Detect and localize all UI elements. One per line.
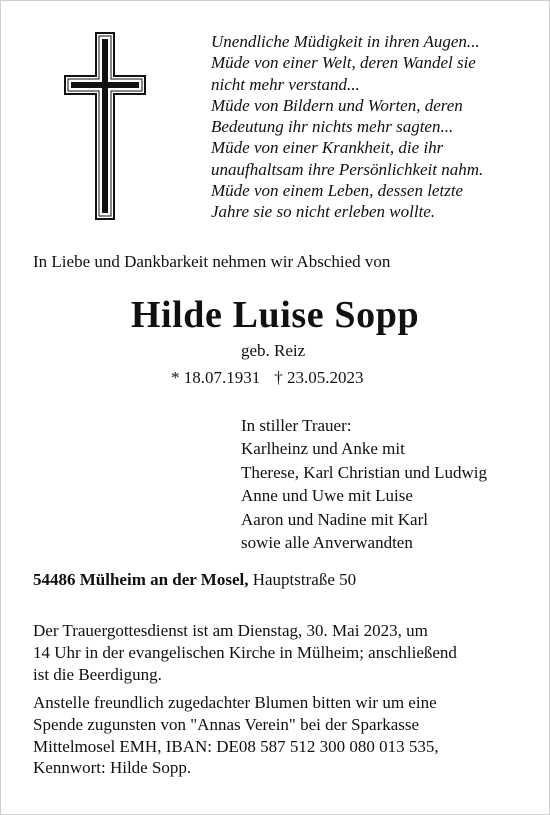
poem-line: Müde von einem Leben, dessen letzte: [211, 181, 464, 201]
life-dates: [171, 368, 364, 388]
donation-line: Spende zugunsten von "Annas Verein" bei der Sparkasse: [33, 714, 420, 734]
address-city: 54486 Mülheim an der Mosel,: [33, 570, 249, 589]
poem-line: Bedeutung ihr nichts mehr sagten...: [211, 117, 454, 137]
address-street: Hauptstraße 50: [252, 570, 357, 589]
mourner-line: In stiller Trauer:: [241, 416, 352, 435]
funeral-service-notice: [33, 620, 457, 685]
poem-line: Unendliche Müdigkeit in ihren Augen...: [211, 32, 480, 51]
mourner-line: Therese, Karl Christian und Ludwig: [241, 462, 487, 482]
poem-line: Müde von einer Krankheit, die ihr: [211, 138, 444, 158]
donation-line: Anstelle freundlich zugedachter Blumen bitten wir um eine: [33, 693, 437, 712]
donation-line: Mittelmosel EMH, IBAN: DE08 587 512 300 080 013 535,: [33, 736, 439, 756]
mourner-line: sowie alle Anverwandten: [241, 533, 413, 553]
birth-date: * 18.07.1931: [171, 368, 261, 387]
poem-line: Müde von einer Welt, deren Wandel sie: [211, 53, 476, 73]
mourner-line: Karlheinz und Anke mit: [241, 439, 405, 459]
mourner-line: Aaron und Nadine mit Karl: [241, 509, 428, 529]
death-date: † 23.05.2023: [274, 368, 364, 387]
mourner-line: Anne und Uwe mit Luise: [241, 486, 413, 506]
poem-line: Jahre sie so nicht erleben wollte.: [211, 202, 436, 222]
service-line: ist die Beerdigung.: [33, 664, 162, 684]
family-address: [33, 570, 356, 590]
service-line: Der Trauergottesdienst ist am Dienstag, 30. Mai 2023, um: [33, 621, 428, 640]
mourners-list: [241, 414, 487, 554]
poem-line: Müde von Bildern und Worten, deren: [211, 95, 463, 115]
donation-line: Kennwort: Hilde Sopp.: [33, 758, 192, 778]
donation-notice: [33, 692, 439, 779]
service-line: 14 Uhr in der evangelischen Kirche in Mülheim; anschließend: [33, 642, 457, 662]
maiden-name: geb. Reiz: [241, 341, 306, 360]
farewell-intro: In Liebe und Dankbarkeit nehmen wir Abschied von: [33, 252, 391, 271]
deceased-name: Hilde Luise Sopp: [130, 294, 420, 336]
poem: [211, 31, 541, 223]
poem-line: nicht mehr verstand...: [211, 74, 360, 94]
poem-line: unaufhaltsam ihre Persönlichkeit nahm.: [211, 159, 484, 179]
cross-icon: [64, 32, 146, 220]
